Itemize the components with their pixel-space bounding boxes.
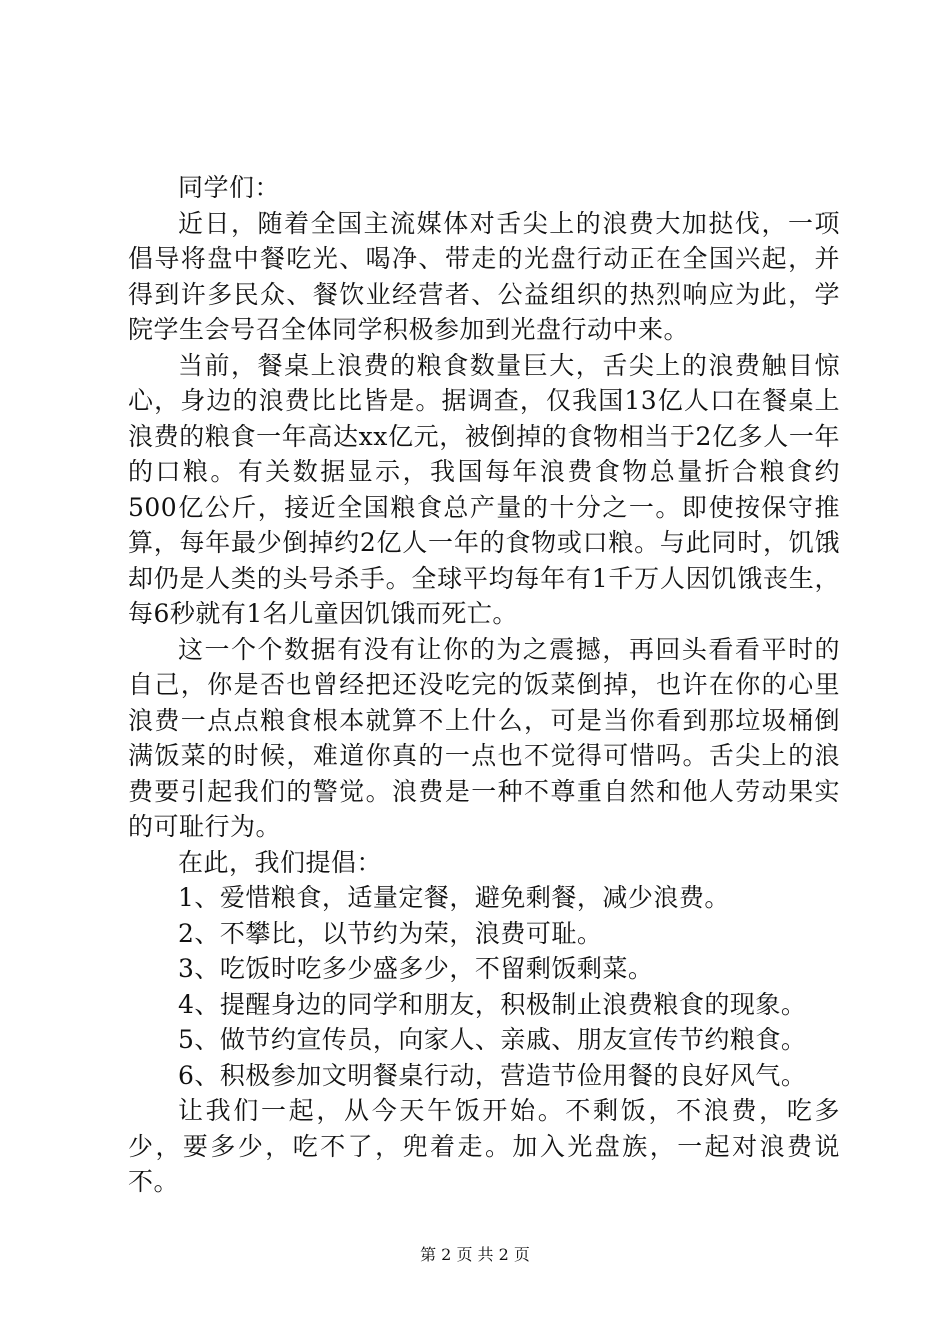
page-footer — [0, 1245, 950, 1265]
proposal-item-3: 3、吃饭时吃多少盛多少，不留剩饭剩菜。 — [178, 954, 654, 983]
proposal-item-1: 1、爱惜粮食，适量定餐，避免剩餐，减少浪费。 — [178, 883, 730, 912]
paragraph-closing: 让我们一起，从今天午饭开始。不剩饭，不浪费，吃多少，要多少，吃不了，兜着走。加入光盘族，一起对浪费说不。 — [128, 1096, 840, 1196]
proposal-item-2: 2、不攀比，以节约为荣，浪费可耻。 — [178, 918, 603, 948]
proposal-item-4: 4、提醒身边的同学和朋友，积极制止浪费粮食的现象。 — [178, 989, 807, 1019]
proposal-item-5: 5、做节约宣传员，向家人、亲戚、朋友宣传节约粮食。 — [178, 1025, 807, 1054]
document-body — [128, 170, 840, 1200]
proposal-item-6: 6、积极参加文明餐桌行动，营造节俭用餐的良好风气。 — [178, 1060, 807, 1090]
paragraph-statistics: 当前，餐桌上浪费的粮食数量巨大，舌尖上的浪费触目惊心，身边的浪费比比皆是。据调查，仅我国13亿人口在餐桌上浪费的粮食一年高达xx亿元，被倒掉的食物相当于2亿多人一年的口粮。有关数据显示，我国每年浪费食物总量折合粮食约500亿公斤，接近全国粮食总产量的十分之一。即使按保守推算，每年最少倒掉约2亿人一年的食物或口粮。与此同时，饥饿却仍是人类的头号杀手。全球平均每年有1千万人因饥饿丧生，每6秒就有1名儿童因饥饿而死亡。 — [128, 350, 840, 628]
salutation: 同学们： — [178, 173, 281, 202]
page-number-label: 第 2 页 共 2 页 — [420, 1245, 530, 1264]
proposal-heading: 在此，我们提倡： — [178, 847, 383, 877]
paragraph-intro: 近日，随着全国主流媒体对舌尖上的浪费大加挞伐，一项倡导将盘中餐吃光、喝净、带走的光盘行动正在全国兴起，并得到许多民众、餐饮业经营者、公益组织的热烈响应为此，学院学生会号召全体同学积极参加到光盘行动中来。 — [128, 208, 840, 344]
paragraph-reflection: 这一个个数据有没有让你的为之震撼，再回头看看平时的自己，你是否也曾经把还没吃完的饭菜倒掉，也许在你的心里浪费一点点粮食根本就算不上什么，可是当你看到那垃圾桶倒满饭菜的时候，难道你真的一点也不觉得可惜吗。舌尖上的浪费要引起我们的警觉。浪费是一种不尊重自然和他人劳动果实的可耻行为。 — [128, 634, 840, 841]
